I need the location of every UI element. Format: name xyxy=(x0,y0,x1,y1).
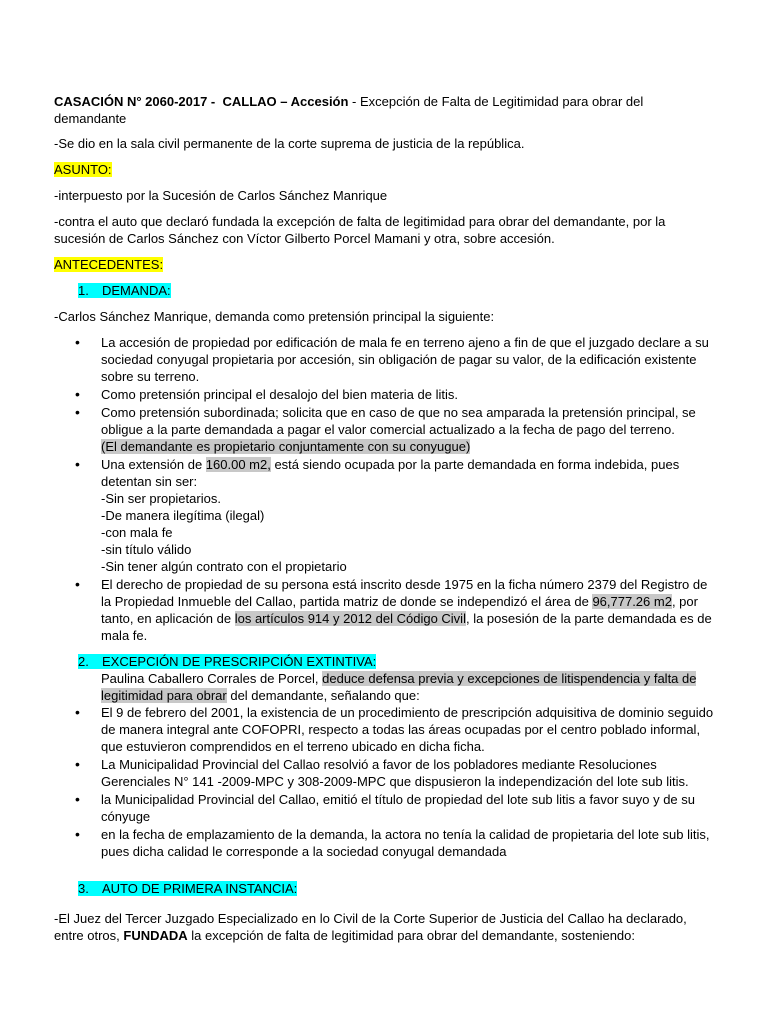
section-1-list xyxy=(54,334,714,644)
section-2-lead-text: del demandante, señalando que: xyxy=(226,688,420,703)
law-reference: los artículos 914 y 2012 del Código Civil xyxy=(234,611,466,626)
section-3-title: AUTO DE PRIMERA INSTANCIA: xyxy=(102,881,298,896)
list-item: • la Municipalidad Provincial del Callao, emitió el título de propiedad del lote sub litis a favor suyo y de su cónyuge xyxy=(54,791,714,825)
list-item: • El 9 de febrero del 2001, la existencia de un procedimiento de prescripción adquisitiva de dominio seguido de manera integral ante COFOPRI, respecto a todas las áreas ocupadas por el centro poblado informal, que estuvieron comprendidos en el terreno ubicado en dicha ficha. xyxy=(54,704,714,755)
antecedentes-heading xyxy=(54,256,714,273)
list-item: • La Municipalidad Provincial del Callao resolvió a favor de los pobladores mediante Resoluciones Gerenciales N° 141 -2009-MPC y 308-2009-MPC que dispusieron la independización del lote sub litis. xyxy=(54,756,714,790)
list-item: • Como pretensión principal el desalojo del bien materia de litis. xyxy=(54,386,714,403)
section-1-title: DEMANDA: xyxy=(102,283,171,298)
section-3-paragraph xyxy=(0,910,714,944)
asunto-heading xyxy=(54,161,714,178)
section-2-list xyxy=(54,704,714,860)
section-3-text: -El Juez del Tercer Juzgado Especializado en lo Civil de la Corte Superior de Justicia del Callao ha declarado, entre otros, xyxy=(54,911,687,943)
section-3-number: 3. xyxy=(78,881,89,896)
case-place: CALLAO – Accesión xyxy=(222,94,349,109)
list-item xyxy=(54,456,714,575)
area-value: 96,777.26 m2 xyxy=(592,594,672,609)
list-item-text: , la posesión de la parte demandada es de mala fe. xyxy=(101,611,712,643)
sub-line: -De manera ilegítima (ilegal) xyxy=(101,508,265,523)
list-item-text: El derecho de propiedad de su persona está inscrito desde 1975 en la ficha número 2379 del Registro de la Propiedad Inmueble del Callao, partida matriz de donde se independizó el área de xyxy=(101,577,708,609)
list-item-text: Una extensión de xyxy=(101,457,206,472)
section-2-lead xyxy=(54,670,714,704)
section-2-title: EXCEPCIÓN DE PRESCRIPCIÓN EXTINTIVA: xyxy=(102,654,377,669)
section-2-heading-highlight xyxy=(78,654,376,669)
case-number: CASACIÓN N° 2060-2017 - xyxy=(54,94,216,109)
section-1-heading-highlight xyxy=(78,283,171,298)
list-item-note xyxy=(101,438,714,455)
list-item: • en la fecha de emplazamiento de la demanda, la actora no tenía la calidad de propietaria del lote sub litis, pues dicha calidad le corresponde a la sociedad conyugal demandada xyxy=(54,826,714,860)
section-3-heading-highlight xyxy=(78,881,297,896)
defense-highlight: deduce defensa previa y excepciones de litispendencia y falta de legitimidad para obrar xyxy=(101,671,697,703)
section-1-number: 1. xyxy=(78,283,89,298)
antecedentes-heading-text: ANTECEDENTES: xyxy=(54,257,164,272)
section-2-heading xyxy=(78,653,714,670)
asunto-paragraph-1: -interpuesto por la Sucesión de Carlos Sánchez Manrique xyxy=(54,188,388,203)
sub-line: -con mala fe xyxy=(101,525,173,540)
owner-note: (El demandante es propietario conjuntamente con su conyugue) xyxy=(101,439,471,454)
list-item-text: , por tanto, en aplicación de xyxy=(101,594,698,626)
section-3-text: la excepción de falta de legitimidad para obrar del demandante, sosteniendo: xyxy=(187,928,636,943)
area-value: 160.00 m2, xyxy=(205,457,271,472)
sub-line: -sin título válido xyxy=(101,542,192,557)
case-subject: - Excepción de Falta de Legitimidad para obrar del demandante xyxy=(54,94,644,126)
section-2-number: 2. xyxy=(78,654,89,669)
intro-paragraph: -Se dio en la sala civil permanente de la corte suprema de justicia de la república. xyxy=(54,136,525,151)
asunto-heading-text: ASUNTO: xyxy=(54,162,112,177)
section-1-lead: -Carlos Sánchez Manrique, demanda como pretensión principal la siguiente: xyxy=(54,309,495,324)
document-body xyxy=(54,93,714,953)
section-3-heading xyxy=(78,880,714,897)
list-item-text: Como pretensión subordinada; solicita que en caso de que no sea amparada la pretensión principal, se obligue a la parte demandada a pagar el valor comercial actualizado a la fecha de pago del terreno. xyxy=(101,405,696,437)
list-item xyxy=(54,404,714,455)
section-1-heading xyxy=(78,282,714,299)
asunto-paragraph-2: -contra el auto que declaró fundada la excepción de falta de legitimidad para obrar del demandante, por la sucesión de Carlos Sánchez con Víctor Gilberto Porcel Mamani y otra, sobre accesión. xyxy=(54,214,666,246)
fundada-term: FUNDADA xyxy=(123,928,188,943)
list-item: • La accesión de propiedad por edificación de mala fe en terreno ajeno a fin de que el juzgado declare a su sociedad conyugal propietaria por accesión, sin obligación de pagar su valor, de la edificación existente sobre su terreno. xyxy=(54,334,714,385)
document-title xyxy=(54,93,714,127)
sub-line: -Sin tener algún contrato con el propietario xyxy=(101,559,347,574)
list-item-text: está siendo ocupada por la parte demandada en forma indebida, pues detentan sin ser: xyxy=(101,457,680,489)
section-2-lead-text: Paulina Caballero Corrales de Porcel, xyxy=(101,671,323,686)
sub-line: -Sin ser propietarios. xyxy=(101,491,221,506)
list-item xyxy=(54,576,714,644)
